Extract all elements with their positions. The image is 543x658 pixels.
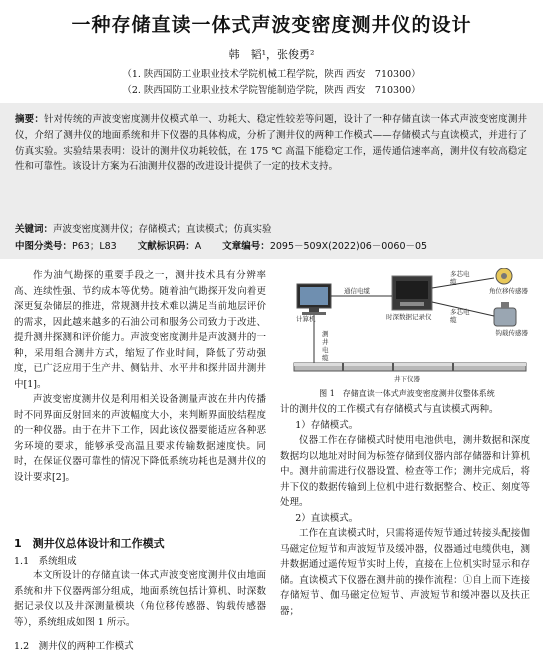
abstract-text: 针对传统的声波变密度测井仪模式单一、功耗大、稳定性较差等问题，设计了一种存储直读一体式声波变密度测井仪，介绍了测井仪的地面系统和井下仪器的具体构成，分析了测井仪的两种工作模式——存储模式与直读模式，并进行了仿真实验。实验结果表明：设计的测井仪功耗较低，在 175 ℃ 高温下能稳定工作，遥传通信速率高，测井仪有较高稳定性和可靠性。该设计方案为石油测井仪器的改进设计提供了一定的技术支持。	[15, 114, 527, 173]
downhole-tool-icon	[294, 363, 526, 371]
affiliation-1: （1. 陕西国防工业职业技术学院机械工程学院，陕西 西安 710300）	[122, 69, 421, 80]
right-heading-direct: 2）直读模式。	[295, 512, 359, 524]
label-comm-cable: 通信电缆	[344, 287, 370, 295]
abstract	[15, 112, 527, 175]
article-value: 2095－509X(2022)06－0060－05	[269, 241, 428, 252]
clc-label: 中图分类号：	[15, 241, 73, 252]
section-1-1-heading: 1.1 系统组成	[14, 556, 77, 567]
label-downhole: 井下仪器	[394, 375, 420, 383]
right-paragraph-1: 计的测井仪的工作模式有存储模式与直读模式两种。	[280, 404, 499, 415]
paper-title: 一种存储直读一体式声波变密度测井仪的设计	[71, 14, 472, 36]
authors: 韩 韬¹，张俊勇²	[228, 48, 315, 61]
right-heading-storage: 1）存储模式。	[295, 419, 359, 431]
left-column	[14, 268, 266, 485]
keywords-label: 关键词：	[15, 224, 54, 235]
label-multicore-2: 多芯电缆	[450, 308, 470, 324]
section-1-1-body	[14, 568, 266, 630]
label-angle-sensor: 角位移传感器	[489, 287, 528, 295]
label-logging-cable: 测井电缆	[322, 330, 329, 362]
left-paragraph-2: 声波变密度测井仪是利用相关设备测量声波在井内传播时不同界面反射回来的声波幅度大小，来判断界面胶结程度的一种仪器。由于在井下工作，因此该仪器要能适应各种恶劣环境的要求，能够承受高温且要求传输数据速度快。同时，在保证仪器可靠性的情况下降低系统功耗也是测井仪的设计要求[2]。	[14, 394, 266, 483]
keywords-text: 声波变密度测井仪；存储模式；直读模式；仿真实验	[53, 224, 272, 235]
doc-value: A	[194, 241, 202, 252]
doc-label: 文献标识码：	[137, 241, 195, 252]
keywords	[15, 221, 527, 235]
angle-sensor-icon	[496, 268, 512, 284]
label-multicore-1: 多芯电缆	[450, 270, 470, 286]
abstract-label: 摘要：	[15, 114, 44, 125]
figure-1	[282, 268, 532, 388]
right-column	[280, 402, 530, 619]
classification-line	[15, 238, 527, 252]
right-paragraph-direct: 工作在直读模式时，只需将遥传短节通过转接头配接伽马磁定位短节和声波短节及缓冲器，仪器通过电缆供电，测井数据通过遥传短节实时上传，直接在上位机实时显示和存储。直读模式下仪器在测井前的操作流程：①自上而下连接存储短节、伽马磁定位短节、声波短节和缓冲器以及扶正器；	[280, 528, 530, 617]
label-recorder: 时深数据记录仪	[386, 313, 432, 321]
figure-1-caption: 图 1 存储直读一体式声波变密度测井仪整体系统	[319, 389, 495, 398]
article-label: 文章编号：	[222, 241, 270, 252]
right-paragraph-storage: 仪器工作在存储模式时使用电池供电，测井数据和深度数据均以地址对时间为标签存储到仪器内部存储器和计算机中。测井前需进行仪器设置、检查等工作；测井完成后，将井下仪的数据传输到上位机中进行数据整合、校正、刻度等处理。	[280, 435, 530, 508]
affiliation-2: （2. 陕西国防工业职业技术学院智能制造学院，陕西 西安 710300）	[122, 85, 421, 96]
label-hook-sensor: 钩载传感器	[495, 329, 528, 337]
left-paragraph-1: 作为油气勘探的重要手段之一，测井技术具有分辨率高、连续性强、节约成本等优势。随着油气勘探开发向着更深更复杂储层的推进，常规测井技术难以满足当前地层评价的需求，因此越来越多的石油公司和服务公司致力于改进、提升测井探测和评价能力。声波变密度测井是声波测井的一种，采用组合测井方式，缩短了作业时间，降低了劳动强度，已广泛应用于生产井、侧钻井、水平井和探井固井测井中[1]。	[14, 270, 266, 390]
section-1-heading: 1 测井仪总体设计和工作模式	[14, 537, 165, 550]
section-1-2-heading: 1.2 测井仪的两种工作模式	[14, 641, 134, 652]
clc-value: P63；L83	[72, 241, 117, 252]
label-computer: 计算机	[296, 315, 316, 323]
section-1-1-paragraph: 本文所设计的存储直读一体式声波变密度测井仪由地面系统和井下仪器两部分组成，地面系统包括计算机、时深数据记录仪以及井深测量模块（角位移传感器、钩载传感器等），系统组成如图 1 所示。	[14, 570, 266, 628]
recorder-icon	[392, 276, 432, 310]
